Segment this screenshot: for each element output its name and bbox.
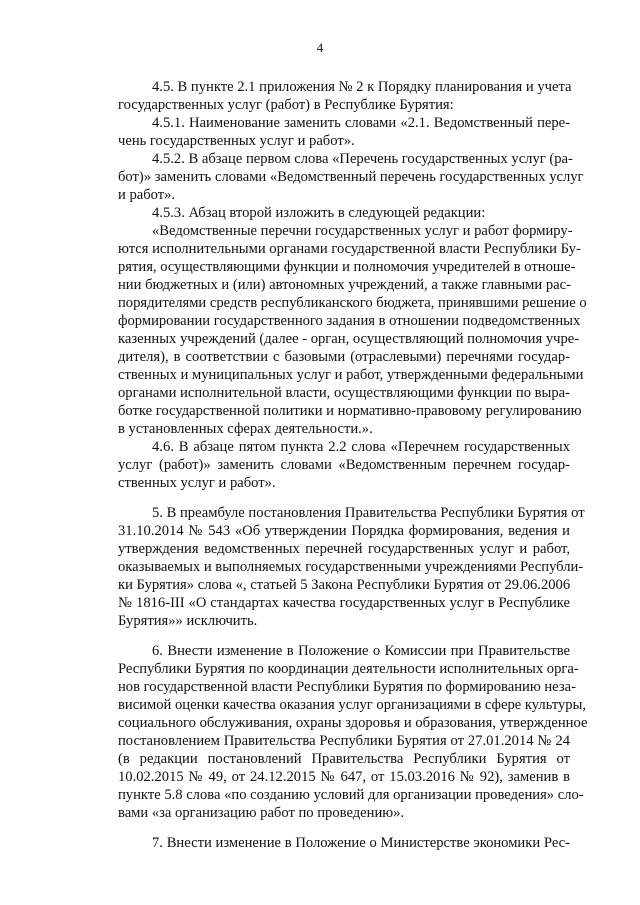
text-line: (в редакции постановлений Правительства Республики Бурятия от: [118, 751, 570, 767]
text-line: 10.02.2015 № 49, от 24.12.2015 № 647, от 15.03.2016 № 92), заменив в: [118, 769, 570, 785]
text-line: пункте 5.8 слова «по созданию условий для организации проведения» сло-: [118, 787, 584, 803]
text-line: 31.10.2014 № 543 «Об утверждении Порядка формирования, ведения и: [118, 523, 570, 539]
text-line: 4.5. В пункте 2.1 приложения № 2 к Порядку планирования и учета: [152, 79, 572, 95]
text-line: ственных и муниципальных услуг и работ, утвержденными федеральными: [118, 367, 584, 383]
text-line: дителя), в соответствии с базовыми (отраслевыми) перечнями государ-: [118, 349, 570, 365]
text-line: 5. В преамбуле постановления Правительства Республики Бурятия от: [152, 505, 585, 521]
text-line: нов государственной власти Республики Бурятия по формированию неза-: [118, 679, 576, 695]
page-number: 4: [316, 40, 324, 55]
text-line: органами исполнительной власти, осуществляющими функции по выра-: [118, 385, 570, 401]
text-line: услуг (работ)» заменить словами «Ведомственным перечнем государ-: [118, 457, 570, 473]
text-line: и работ».: [118, 187, 176, 203]
text-line: ботке государственной политики и нормативно-правовому регулированию: [118, 403, 582, 419]
text-line: бот)» заменить словами «Ведомственный перечень государственных услуг: [118, 169, 584, 185]
text-line: Бурятия»» исключить.: [118, 613, 258, 629]
text-line: ются исполнительными органами государственной власти Республики Бу-: [118, 241, 581, 257]
text-line: ки Бурятия» слова «, статьей 5 Закона Республики Бурятия от 29.06.2006: [118, 577, 571, 593]
text-line: государственных услуг (работ) в Республике Бурятия:: [118, 97, 454, 113]
text-line: «Ведомственные перечни государственных услуг и работ формиру-: [152, 223, 573, 239]
text-line: казенных учреждений (далее - орган, осуществляющий полномочия учре-: [118, 331, 580, 347]
text-line: формировании государственного задания в отношении подведомственных: [118, 313, 581, 329]
text-line: в установленных сферах деятельности.».: [118, 421, 373, 437]
text-line: нии бюджетных и (или) автономных учреждений, а также главными рас-: [118, 277, 571, 293]
text-line: чень государственных услуг и работ».: [118, 133, 355, 149]
text-line: постановлением Правительства Республики Бурятия от 27.01.2014 № 24: [118, 733, 570, 749]
text-line: порядителями средств республиканского бюджета, принявшими решение о: [118, 295, 587, 311]
text-line: 6. Внести изменение в Положение о Комиссии при Правительстве: [152, 643, 570, 659]
text-line: 4.6. В абзаце пятом пункта 2.2 слова «Перечнем государственных: [152, 439, 570, 455]
text-line: № 1816-III «О стандартах качества государственных услуг в Республике: [118, 595, 570, 611]
text-line: ственных услуг и работ».: [118, 475, 276, 491]
text-line: вами «за организацию работ по проведению».: [118, 805, 405, 821]
text-line: висимой оценки качества оказания услуг организациями в сфере культуры,: [118, 697, 587, 713]
text-line: 4.5.1. Наименование заменить словами «2.1. Ведомственный пере-: [152, 115, 570, 131]
text-line: 4.5.3. Абзац второй изложить в следующей редакции:: [152, 205, 486, 221]
text-line: утверждения ведомственных перечней государственных услуг и работ,: [118, 541, 570, 557]
text-line: рятия, осуществляющими функции и полномочия учредителей в отноше-: [118, 259, 576, 275]
text-line: Республики Бурятия по координации деятельности исполнительных орга-: [118, 661, 579, 677]
text-line: оказываемых и выполняемых государственными учреждениями Республи-: [118, 559, 584, 575]
text-line: 4.5.2. В абзаце первом слова «Перечень государственных услуг (ра-: [152, 151, 573, 167]
text-line: социального обслуживания, охраны здоровья и образования, утвержденное: [118, 715, 588, 731]
text-line: 7. Внести изменение в Положение о Министерстве экономики Рес-: [152, 835, 570, 851]
